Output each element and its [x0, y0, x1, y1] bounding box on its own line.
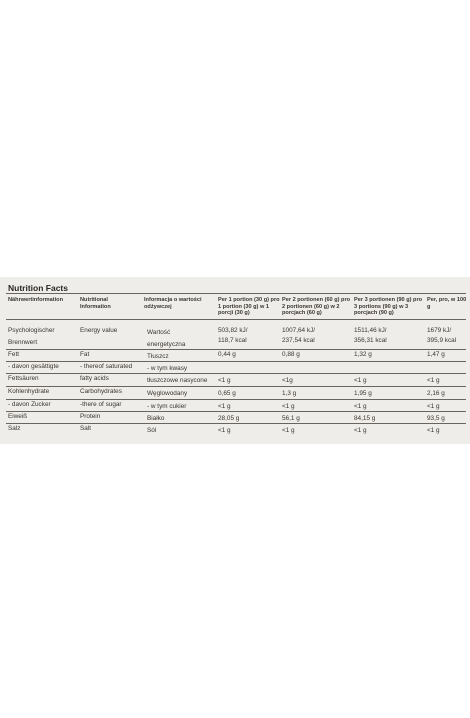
row-energy-kcal-100: 395,9 kcal	[427, 337, 457, 344]
row-carbs-2: 1,3 g	[282, 390, 297, 397]
row-saturated-3: <1 g	[354, 377, 367, 384]
row-energy-de-1: Psychologischer	[8, 327, 55, 334]
row-salt-pl: Sól	[147, 427, 157, 434]
row-fat-3: 1,32 g	[354, 351, 372, 358]
row-energy-pl-1: Wartość	[147, 329, 171, 336]
row-sugar-pl: - w tym cukier	[147, 403, 187, 410]
row-salt-1: <1 g	[218, 427, 231, 434]
row-divider	[6, 411, 466, 412]
row-energy-kj-1: 503,82 kJ/	[218, 327, 248, 334]
header-per-2-portions: Per 2 portionen (60 g) pro 2 portionen (60 g) w 2 porcjach (60 g)	[282, 297, 351, 317]
row-fat-2: 0,88 g	[282, 351, 300, 358]
row-divider	[6, 349, 466, 350]
row-energy-kj-3: 1511,46 kJ/	[354, 327, 387, 334]
nutrition-panel	[0, 277, 470, 444]
row-saturated-de-1: - davon gesättigte	[8, 363, 59, 370]
row-sugar-de: - davon Zucker	[8, 401, 51, 408]
row-saturated-pl-1: - w tym kwasy	[147, 365, 188, 372]
row-carbs-de: Kohlenhydrate	[8, 388, 50, 395]
row-carbs-100: 2,16 g	[427, 390, 445, 397]
row-protein-3: 84,15 g	[354, 415, 376, 422]
row-saturated-en-2: fatty acids	[80, 375, 109, 382]
row-protein-de: Eiweiß	[8, 413, 28, 420]
row-salt-3: <1 g	[354, 427, 367, 434]
row-carbs-pl: Węglowodany	[147, 390, 188, 397]
row-fat-pl: Tłuszcz	[147, 353, 169, 360]
row-divider	[6, 373, 466, 374]
row-salt-en: Salt	[80, 425, 92, 432]
header-per-3-portions: Per 3 portionen (90 g) pro 3 portions (90 g) w 3 porcjach (90 g)	[354, 297, 423, 317]
header-polish: Informacja o wartości odżywczej	[144, 297, 202, 310]
row-fat-en: Fat	[80, 351, 90, 358]
row-energy-kcal-3: 356,31 kcal	[354, 337, 387, 344]
header-german: Nährwertinformation	[8, 297, 64, 303]
header-divider	[6, 319, 466, 320]
row-fat-100: 1,47 g	[427, 351, 445, 358]
row-protein-en: Protein	[80, 413, 101, 420]
row-divider	[6, 386, 466, 387]
row-salt-100: <1 g	[427, 427, 440, 434]
row-fat-1: 0,44 g	[218, 351, 236, 358]
row-energy-kj-2: 1007,64 kJ/	[282, 327, 316, 334]
row-saturated-100: <1 g	[427, 377, 440, 384]
row-protein-1: 28,05 g	[218, 415, 240, 422]
row-divider	[6, 423, 466, 424]
row-protein-2: 56,1 g	[282, 415, 300, 422]
row-energy-de-2: Brennwert	[8, 339, 38, 346]
row-sugar-2: <1 g	[282, 403, 295, 410]
row-salt-de: Salz	[8, 425, 21, 432]
row-fat-de: Fett	[8, 351, 20, 358]
row-carbs-3: 1,95 g	[354, 390, 372, 397]
row-saturated-en-1: - thereof saturated	[80, 363, 133, 370]
row-energy-pl-2: energetyczna	[147, 341, 186, 348]
header-english: Nutritional Information	[80, 297, 111, 310]
row-saturated-1: <1 g	[218, 377, 231, 384]
row-sugar-100: <1 g	[427, 403, 440, 410]
row-carbs-1: 0,65 g	[218, 390, 236, 397]
row-sugar-1: <1 g	[218, 403, 231, 410]
row-carbs-en: Carbohydrates	[80, 388, 122, 395]
row-sugar-3: <1 g	[354, 403, 367, 410]
row-energy-kj-100: 1679 kJ/	[427, 327, 452, 334]
nutrition-title: Nutrition Facts	[8, 283, 68, 293]
header-per-1-portion: Per 1 portion (30 g) pro 1 portion (30 g) w 1 porcji (30 g)	[218, 297, 280, 317]
row-saturated-pl-2: tłuszczowe nasycone	[147, 377, 208, 384]
row-sugar-en: -there of sugar	[80, 401, 122, 408]
row-energy-kcal-2: 237,54 kcal	[282, 337, 315, 344]
row-divider	[6, 361, 466, 362]
row-protein-pl: Białko	[147, 415, 165, 422]
header-per-100g: Per, pro, w 100 g	[427, 297, 467, 310]
row-energy-en: Energy value	[80, 327, 118, 334]
row-salt-2: <1 g	[282, 427, 295, 434]
row-saturated-de-2: Fettsäuren	[8, 375, 39, 382]
row-protein-100: 93,5 g	[427, 415, 445, 422]
row-divider	[6, 399, 466, 400]
row-energy-kcal-1: 118,7 kcal	[218, 337, 247, 344]
row-saturated-2: <1g	[282, 377, 293, 384]
title-divider	[6, 293, 466, 294]
